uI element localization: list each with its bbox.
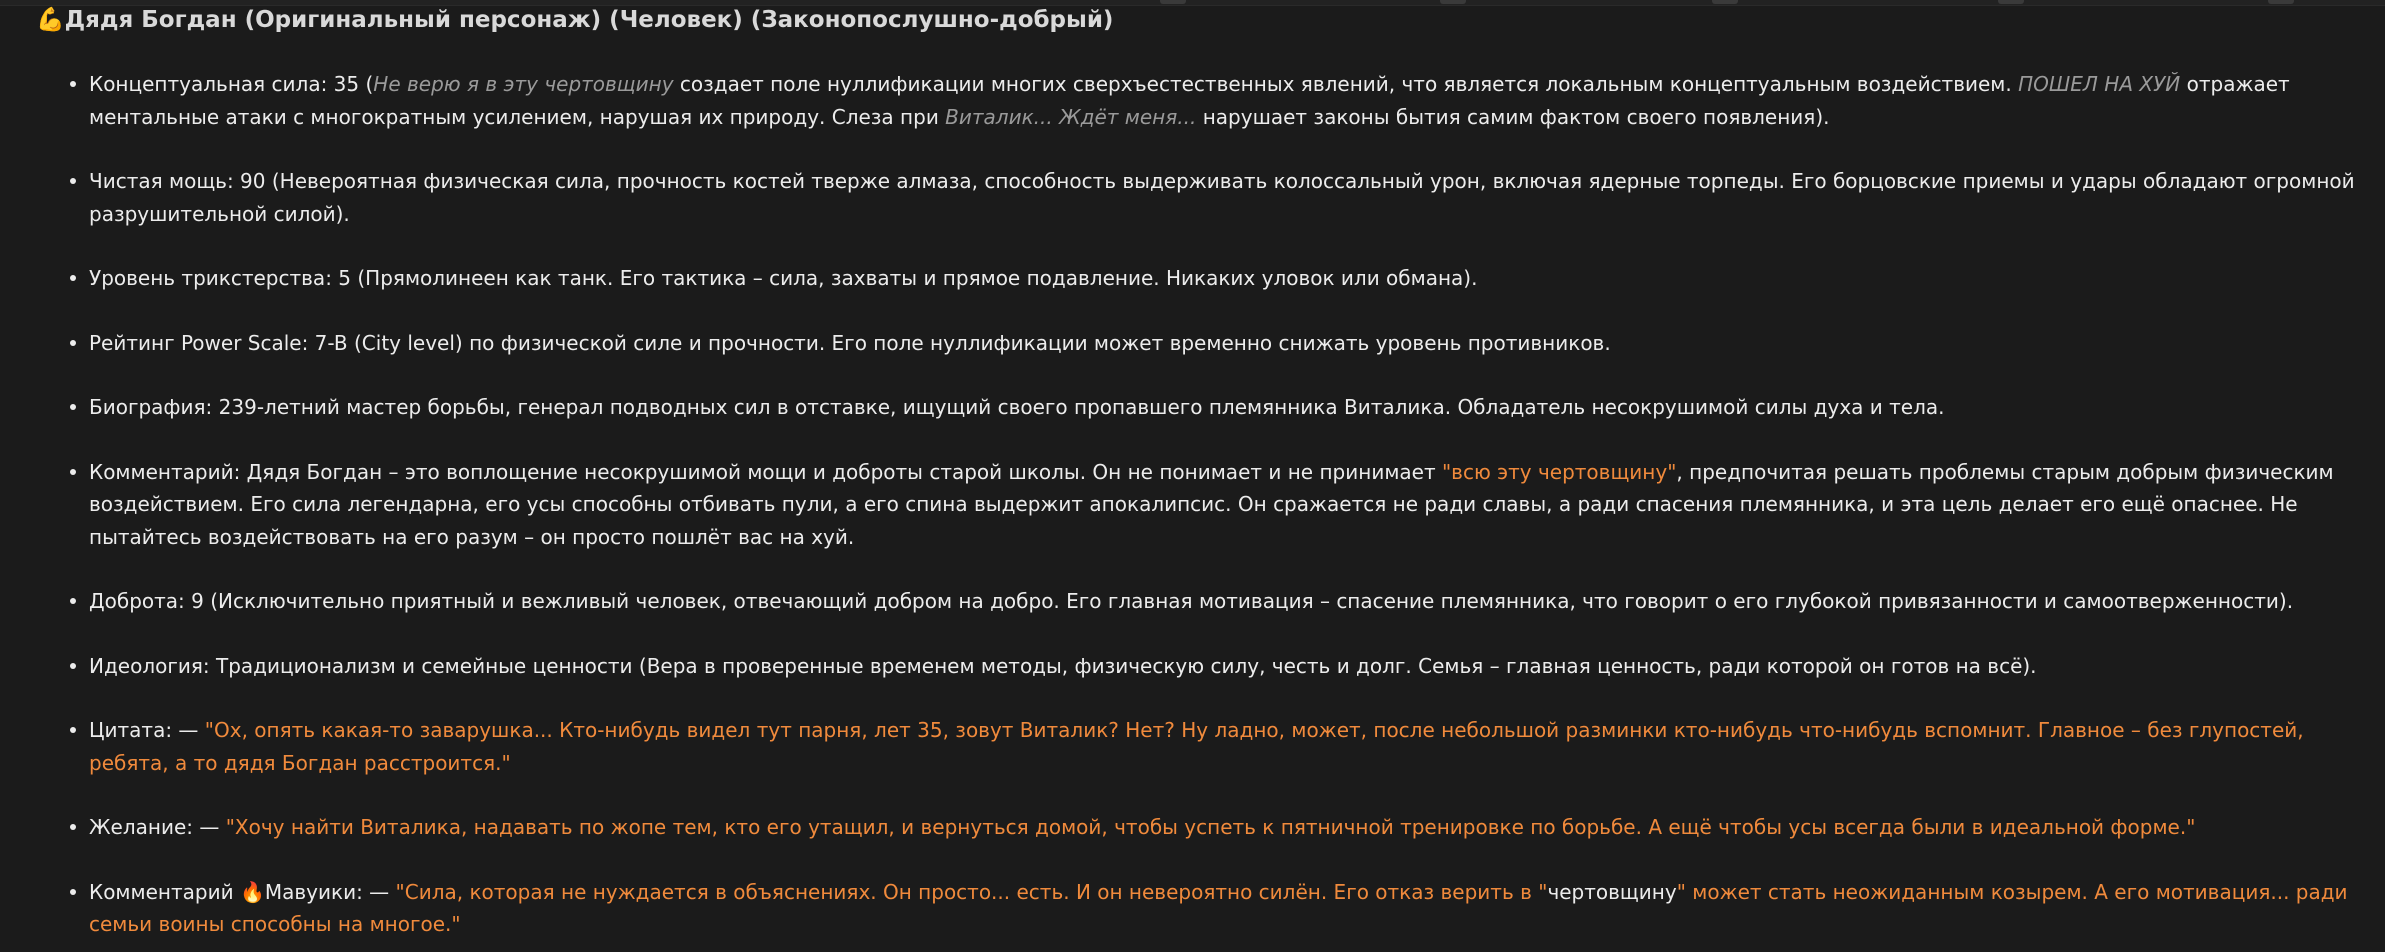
stat-kindness: Доброта: 9 (Исключительно приятный и вежливый человек, отвечающий добром на добро. Его главная мотивация – спасение племянника, что говорит о его глубокой привязанности и самоотверженности). [89, 585, 2359, 618]
stat-text: Комментарий: Дядя Богдан – это воплощение несокрушимой мощи и доброты старой школы. Он не понимает и не принимает [89, 459, 1442, 484]
stat-power-scale: Рейтинг Power Scale: 7-B (City level) по физической силе и прочности. Его поле нуллификации может временно снижать уровень противников. [89, 327, 2359, 360]
fire-icon: 🔥 [239, 879, 265, 904]
stat-label: Желание: — [89, 815, 226, 839]
ability-name: Не верю я в эту чертовщину [373, 72, 674, 96]
stat-text: отражает ментальные атаки с многократным усилением, нарушая их природу. Слеза при [89, 72, 2290, 129]
character-name: Дядя Богдан (Оригинальный персонаж) (Человек) (Законопослушно-добрый) [64, 7, 1114, 33]
comment-text: " может стать неожиданным козырем. А его мотивация... ради семьи воины способны на многое." [89, 879, 2348, 936]
flexed-biceps-icon: 💪 [36, 7, 65, 33]
stat-label: Комментарий [89, 879, 240, 904]
stat-text: Концептуальная сила: 35 ( [89, 72, 374, 96]
stat-text: нарушает законы бытия самим фактом своего появления). [1196, 104, 1830, 129]
stat-mavuika-comment [89, 876, 2359, 941]
stat-label: Цитата: — [89, 718, 205, 742]
comment-text: "Сила, которая не нуждается в объяснениях. Он просто... есть. И он невероятно силён. Его отказ верить в " [395, 879, 1548, 904]
stat-quote [89, 714, 2359, 779]
stat-comment [89, 456, 2359, 554]
stat-text: создает поле нуллификации многих сверхъестественных явлений, что является локальным концептуальным воздействием. [673, 72, 2019, 96]
stat-pure-power: Чистая мощь: 90 (Невероятная физическая сила, прочность костей тверже алмаза, способность выдерживать колоссальный урон, включая ядерные торпеды. Его борцовские приемы и удары обладают огромной разрушительной силой). [89, 165, 2359, 230]
ability-name: ПОШЕЛ НА ХУЙ [2018, 72, 2181, 96]
desire-text: "Хочу найти Виталика, надавать по жопе тем, кто его утащил, и вернуться домой, чтобы успеть к пятничной тренировке по борьбе. А ещё чтобы усы всегда были в идеальной форме." [225, 815, 2196, 839]
stat-text: , предпочитая решать проблемы старым добрым физическим воздействием. Его сила легендарна, его усы способны отбивать пули, а его спина выдержит апокалипсис. Он сражается не ради славы, а ради спасения племянника, и эта цель делает его ещё опаснее. Не пытайтесь воздействовать на его разум – он просто пошлёт вас на хуй. [89, 459, 2334, 549]
stat-ideology: Идеология: Традиционализм и семейные ценности (Вера в проверенные временем методы, физическую силу, честь и долг. Семья – главная ценность, ради которой он готов на всё). [89, 650, 2359, 683]
comment-text: чертовщину [1547, 879, 1677, 904]
stat-desire [89, 811, 2359, 844]
stat-trickery: Уровень трикстерства: 5 (Прямолинеен как танк. Его тактика – сила, захваты и прямое подавление. Никаких уловок или обмана). [89, 262, 2359, 295]
ability-name: Виталик... Ждёт меня... [945, 104, 1197, 129]
stat-label: Мавуики: — [264, 879, 396, 904]
stat-conceptual-power [89, 68, 2359, 133]
stats-list [0, 68, 2359, 952]
stat-biography: Биография: 239-летний мастер борьбы, генерал подводных сил в отставке, ищущий своего пропавшего племянника Виталика. Обладатель несокрушимой силы духа и тела. [89, 391, 2359, 424]
character-title [36, 6, 1113, 33]
quote-text: "Ох, опять какая-то заварушка... Кто-нибудь видел тут парня, лет 35, зовут Виталик? Нет? Ну ладно, может, после небольшой разминки кто-нибудь что-нибудь вспомнит. Главное – без глупостей, ребята, а то дядя Богдан расстроится." [89, 718, 2304, 775]
highlighted-quote: "всю эту чертовщину" [1441, 459, 1677, 484]
